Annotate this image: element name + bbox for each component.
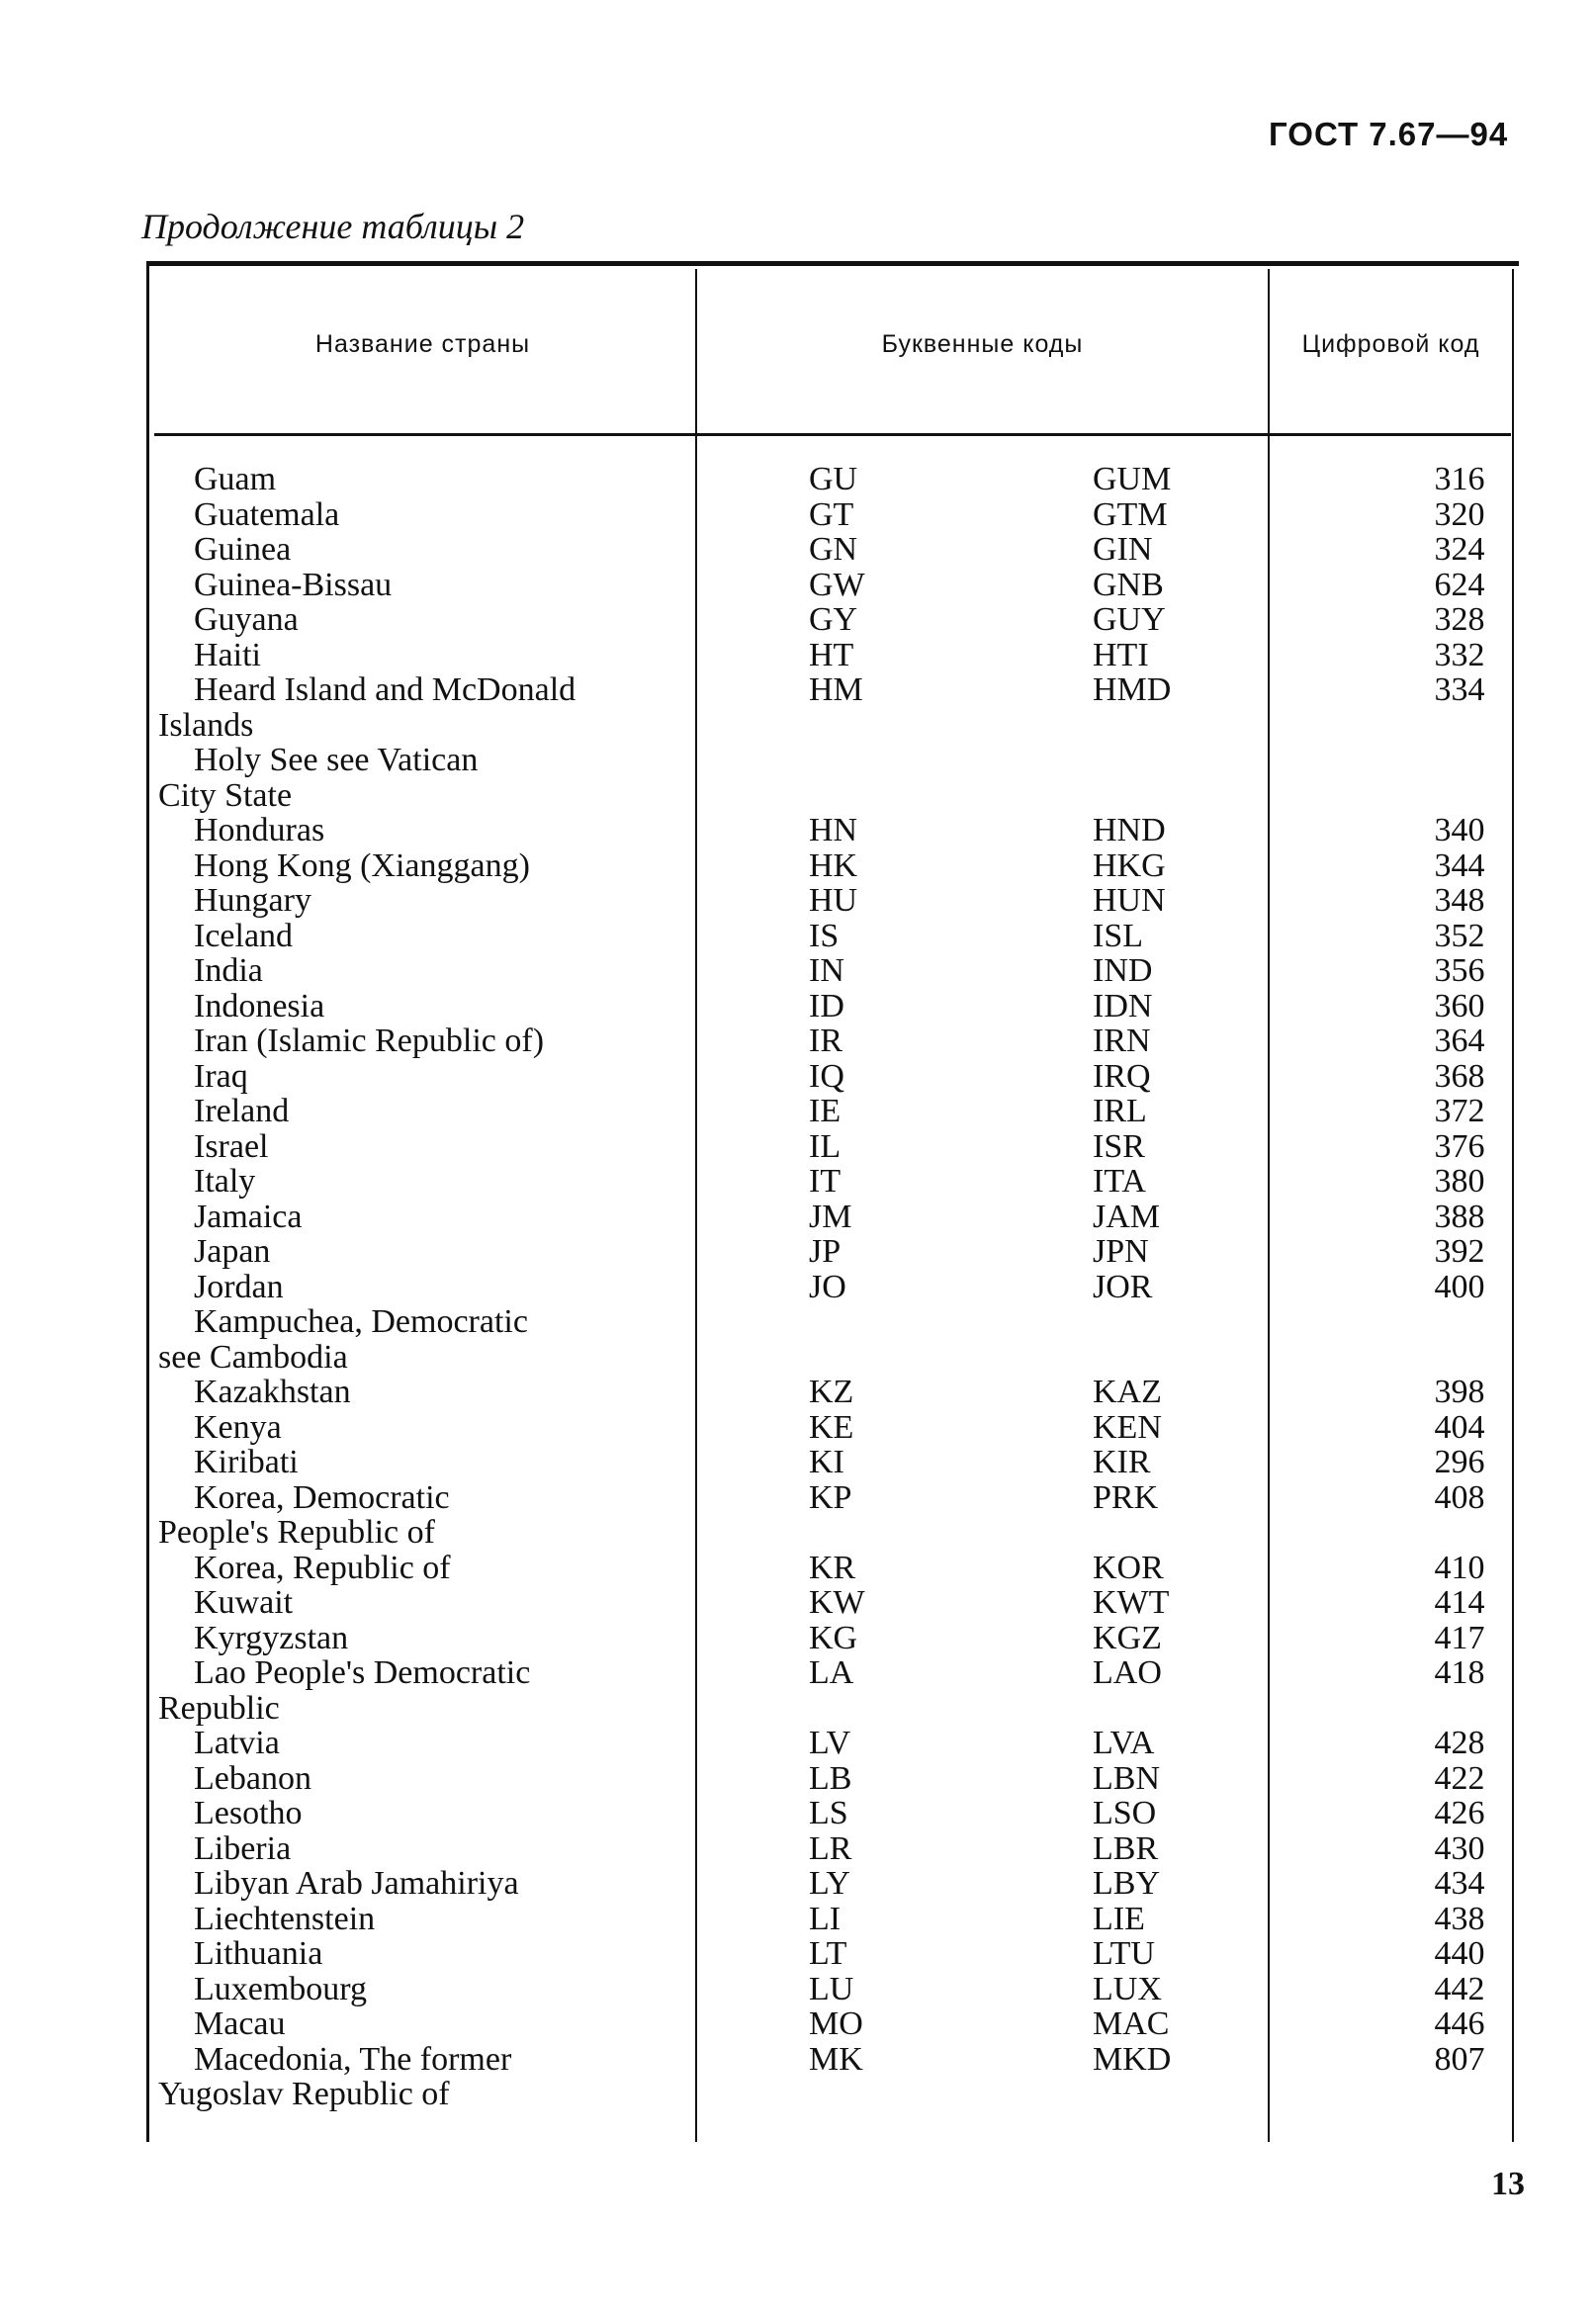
country-name: Lao People's Democratic [194,1654,531,1691]
alpha3-code: LAO [1093,1654,1162,1691]
table-row [146,1655,1519,1691]
table-top-rule [146,261,1519,266]
country-name: Guinea-Bissau [194,566,393,603]
country-name: Italy [194,1163,256,1200]
alpha3-code: HKG [1093,846,1166,884]
table-body [146,462,1519,2112]
table-row [146,672,1519,708]
table-row [146,778,1519,814]
alpha2-code: GU [809,461,858,497]
table-row [146,1375,1519,1410]
numeric-code: 352 [1434,917,1485,954]
alpha3-code: JOR [1093,1268,1153,1305]
alpha2-code: HK [809,846,858,884]
table-row [146,1726,1519,1761]
country-name: Heard Island and McDonald [194,671,576,708]
alpha3-code: KGZ [1093,1619,1162,1656]
numeric-code: 328 [1434,601,1485,638]
country-name: Japan [194,1233,271,1270]
alpha3-code: GUY [1093,601,1166,638]
table-continuation-caption: Продолжение таблицы 2 [141,207,525,246]
country-name: Macedonia, The former [194,2040,512,2078]
table-row [146,2042,1519,2078]
country-name: Lithuania [194,1935,323,1972]
table-row [146,1866,1519,1902]
country-name: Holy See see Vatican [194,742,479,778]
table-row [146,1902,1519,1937]
alpha3-code: KAZ [1093,1374,1162,1410]
alpha3-code: IRN [1093,1023,1151,1059]
numeric-code: 440 [1434,1935,1485,1972]
country-name: Libyan Arab Jamahiriya [194,1865,519,1902]
table-row [146,1831,1519,1867]
numeric-code: 414 [1434,1584,1485,1621]
country-name: Guinea [194,531,292,568]
numeric-code: 434 [1434,1865,1485,1902]
country-name: Islands [158,706,254,744]
alpha2-code: IS [809,917,840,954]
alpha2-code: GN [809,531,858,568]
alpha2-code: GT [809,495,854,533]
table-row [146,638,1519,673]
alpha3-code: IRL [1093,1093,1147,1129]
alpha3-code: ISL [1093,917,1143,954]
country-name: Honduras [194,812,325,848]
table-row [146,1200,1519,1235]
header-alpha-codes: Буквенные коды [881,329,1084,358]
table-row [146,1270,1519,1305]
alpha2-code: KE [809,1408,854,1446]
table-row [146,989,1519,1024]
alpha2-code: KW [809,1584,865,1621]
alpha3-code: IND [1093,952,1153,989]
country-name: Luxembourg [194,1970,368,2007]
alpha2-code: IE [809,1093,842,1129]
country-name: Liberia [194,1829,292,1867]
table-row [146,1445,1519,1480]
document-code: ГОСТ 7.67—94 [1269,116,1509,152]
alpha3-code: KOR [1093,1549,1164,1586]
country-name: Guatemala [194,495,340,533]
table-row [146,1691,1519,1727]
table-row [146,568,1519,603]
numeric-code: 324 [1434,531,1485,568]
table-row [146,1480,1519,1516]
alpha2-code: LI [809,1900,842,1937]
table-row [146,1129,1519,1165]
numeric-code: 400 [1434,1268,1485,1305]
table-row [146,919,1519,954]
numeric-code: 340 [1434,812,1485,848]
country-name: Lesotho [194,1795,303,1831]
alpha2-code: GW [809,566,865,603]
alpha3-code: MAC [1093,2005,1170,2042]
table-row [146,1410,1519,1446]
numeric-code: 398 [1434,1374,1485,1410]
table-row [146,708,1519,744]
alpha2-code: IR [809,1023,842,1059]
country-name: Kazakhstan [194,1374,351,1410]
alpha2-code: IQ [809,1057,844,1095]
alpha2-code: LS [809,1795,848,1831]
numeric-code: 438 [1434,1900,1485,1937]
numeric-code: 426 [1434,1795,1485,1831]
table-row [146,1621,1519,1656]
alpha3-code: HUN [1093,882,1166,919]
alpha3-code: GTM [1093,495,1168,533]
numeric-code: 624 [1434,566,1485,603]
alpha2-code: LV [809,1725,851,1761]
alpha2-code: LB [809,1759,852,1797]
table-row [146,1796,1519,1831]
table-row [146,1551,1519,1586]
header-numeric-code: Цифровой код [1301,329,1480,358]
alpha3-code: MKD [1093,2040,1172,2078]
alpha3-code: IRQ [1093,1057,1151,1095]
table-row [146,497,1519,533]
numeric-code: 807 [1434,2040,1485,2078]
numeric-code: 418 [1434,1654,1485,1691]
alpha2-code: JM [809,1198,852,1235]
country-name: Kuwait [194,1584,294,1621]
country-name: City State [158,776,293,814]
alpha2-code: JP [809,1233,842,1270]
alpha2-code: IN [809,952,844,989]
alpha3-code: IDN [1093,987,1153,1024]
alpha3-code: LBR [1093,1829,1159,1867]
alpha3-code: LBY [1093,1865,1160,1902]
alpha2-code: KP [809,1478,852,1516]
alpha3-code: HTI [1093,636,1149,673]
alpha3-code: GNB [1093,566,1164,603]
country-name: Yugoslav Republic of [158,2076,450,2112]
alpha2-code: KZ [809,1374,854,1410]
alpha3-code: LBN [1093,1759,1160,1797]
table-row [146,1024,1519,1059]
table-row [146,1164,1519,1200]
numeric-code: 430 [1434,1829,1485,1867]
table-row [146,1515,1519,1551]
alpha2-code: LA [809,1654,854,1691]
country-name: Iran (Islamic Republic of) [194,1023,545,1059]
numeric-code: 360 [1434,987,1485,1024]
country-name: Kiribati [194,1444,299,1480]
table-row [146,1761,1519,1797]
numeric-code: 388 [1434,1198,1485,1235]
country-name: Republic [158,1689,280,1727]
alpha2-code: LY [809,1865,850,1902]
country-name: Ireland [194,1093,290,1129]
alpha2-code: ID [809,987,844,1024]
table-row [146,602,1519,638]
alpha2-code: LR [809,1829,852,1867]
alpha2-code: MK [809,2040,863,2078]
alpha3-code: JAM [1093,1198,1161,1235]
alpha3-code: ISR [1093,1127,1145,1165]
page-number: 13 [1491,2166,1525,2202]
numeric-code: 316 [1434,461,1485,497]
numeric-code: 368 [1434,1057,1485,1095]
numeric-code: 356 [1434,952,1485,989]
country-name: Kyrgyzstan [194,1619,349,1656]
table-row [146,1234,1519,1270]
alpha3-code: KEN [1093,1408,1162,1446]
alpha2-code: HN [809,812,858,848]
country-name: Jamaica [194,1198,303,1235]
alpha2-code: LU [809,1970,854,2007]
numeric-code: 408 [1434,1478,1485,1516]
numeric-code: 348 [1434,882,1485,919]
alpha3-code: KWT [1093,1584,1170,1621]
table-row [146,1340,1519,1376]
country-name: People's Republic of [158,1514,435,1551]
table-row [146,532,1519,568]
country-name: Kampuchea, Democratic [194,1303,528,1340]
country-name: Iraq [194,1057,248,1095]
numeric-code: 417 [1434,1619,1485,1656]
country-code-table [146,261,1519,2142]
table-row [146,1972,1519,2007]
alpha3-code: LVA [1093,1725,1155,1761]
table-row [146,1585,1519,1621]
alpha2-code: IT [809,1163,842,1200]
alpha2-code: GY [809,601,858,638]
table-row [146,743,1519,778]
alpha2-code: JO [809,1268,846,1305]
numeric-code: 380 [1434,1163,1485,1200]
alpha2-code: LT [809,1935,847,1972]
numeric-code: 320 [1434,495,1485,533]
numeric-code: 364 [1434,1023,1485,1059]
alpha3-code: ITA [1093,1163,1146,1200]
country-name: Hungary [194,882,311,919]
alpha3-code: PRK [1093,1478,1159,1516]
alpha2-code: HU [809,882,858,919]
numeric-code: 334 [1434,671,1485,708]
alpha3-code: JPN [1093,1233,1149,1270]
country-name: Hong Kong (Xianggang) [194,846,530,884]
country-name: Israel [194,1127,269,1165]
country-name: Korea, Democratic [194,1478,450,1516]
header-bottom-rule [154,433,1511,436]
table-row [146,1304,1519,1340]
country-name: Haiti [194,636,261,673]
table-row [146,1936,1519,1972]
numeric-code: 404 [1434,1408,1485,1446]
alpha2-code: KG [809,1619,858,1656]
table-row [146,848,1519,884]
country-name: Iceland [194,917,294,954]
alpha2-code: HM [809,671,863,708]
numeric-code: 332 [1434,636,1485,673]
numeric-code: 442 [1434,1970,1485,2007]
alpha3-code: GUM [1093,461,1172,497]
alpha2-code: MO [809,2005,863,2042]
numeric-code: 392 [1434,1233,1485,1270]
country-name: Latvia [194,1725,280,1761]
numeric-code: 372 [1434,1093,1485,1129]
alpha3-code: LUX [1093,1970,1162,2007]
country-name: Jordan [194,1268,284,1305]
table-row [146,883,1519,919]
table-row [146,953,1519,989]
table-row [146,2077,1519,2112]
alpha3-code: HMD [1093,671,1172,708]
country-name: Guam [194,461,277,497]
alpha3-code: GIN [1093,531,1153,568]
country-name: Lebanon [194,1759,311,1797]
numeric-code: 344 [1434,846,1485,884]
country-name: Korea, Republic of [194,1549,451,1586]
alpha3-code: LIE [1093,1900,1145,1937]
country-name: Guyana [194,601,299,638]
alpha3-code: LTU [1093,1935,1155,1972]
country-name: see Cambodia [158,1338,348,1376]
alpha3-code: LSO [1093,1795,1157,1831]
numeric-code: 446 [1434,2005,1485,2042]
numeric-code: 428 [1434,1725,1485,1761]
alpha2-code: KR [809,1549,856,1586]
numeric-code: 296 [1434,1444,1485,1480]
alpha3-code: KIR [1093,1444,1151,1480]
numeric-code: 376 [1434,1127,1485,1165]
table-row [146,1094,1519,1129]
country-name: Liechtenstein [194,1900,376,1937]
table-row [146,813,1519,848]
alpha2-code: KI [809,1444,844,1480]
numeric-code: 410 [1434,1549,1485,1586]
country-name: India [194,952,263,989]
country-name: Macau [194,2005,286,2042]
country-name: Indonesia [194,987,325,1024]
alpha3-code: HND [1093,812,1166,848]
alpha2-code: HT [809,636,854,673]
alpha2-code: IL [809,1127,842,1165]
table-row [146,2006,1519,2042]
country-name: Kenya [194,1408,282,1446]
numeric-code: 422 [1434,1759,1485,1797]
table-row [146,462,1519,497]
header-country-name: Название страны [314,329,531,358]
table-row [146,1059,1519,1095]
